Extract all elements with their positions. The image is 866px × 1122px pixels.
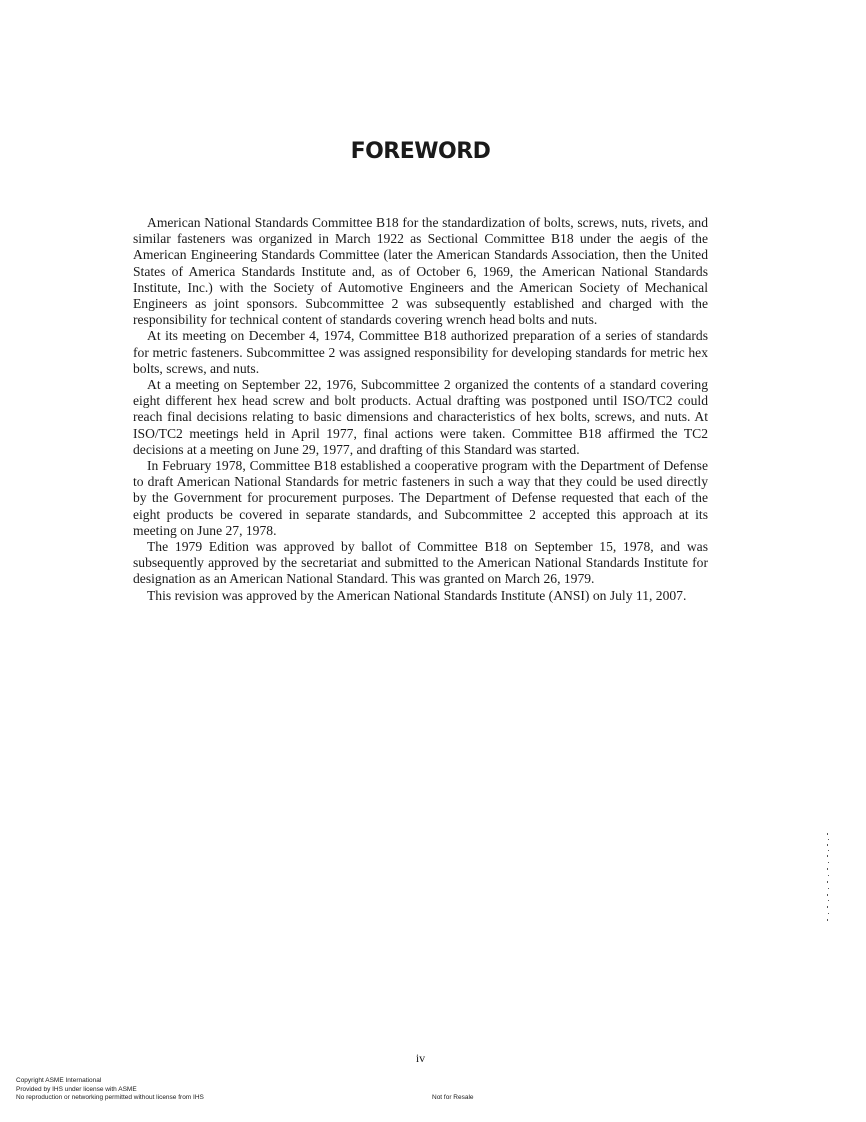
footer-resale-notice: Not for Resale [432,1094,474,1101]
footer-no-reproduction: No reproduction or networking permitted without license from IHS [16,1094,204,1102]
page-title: FOREWORD [350,139,491,164]
paragraph: American National Standards Committee B18 for the standardization of bolts, screws, nuts, rivets, and similar fasteners was organized in March 1922 as Sectional Committee B18 under the aegis of the American Engineering Standards Committee (later the American Standards Association, then the United States of America Standards Institute and, as of October 6, 1969, the American National Standards Institute, Inc.) with the Society of Automotive Engineers and the American Society of Mechanical Engineers as joint sponsors. Subcommittee 2 was subsequently established and charged with the responsibility for technical content of standards covering wrench head bolts and nuts. [133,215,708,328]
vertical-watermark-icon [826,833,830,923]
paragraph: The 1979 Edition was approved by ballot of Committee B18 on September 15, 1978, and was subsequently approved by the secretariat and submitted to the American National Standards Institute for designation as an American National Standard. This was granted on March 26, 1979. [133,539,708,587]
paragraph: At its meeting on December 4, 1974, Committee B18 authorized preparation of a series of standards for metric fasteners. Subcommittee 2 was assigned responsibility for developing standards for metric hex bolts, screws, and nuts. [133,328,708,376]
page-number: iv [415,1051,426,1065]
footer-license-notice [16,1077,204,1103]
footer-copyright: Copyright ASME International [16,1077,102,1084]
footer-provided-by: Provided by IHS under license with ASME [16,1085,137,1093]
foreword-body [133,215,708,604]
paragraph: In February 1978, Committee B18 established a cooperative program with the Department of Defense to draft American National Standards for metric fasteners in such a way that they could be used directly by the Government for procurement purposes. The Department of Defense requested that each of the eight products be covered in separate standards, and Subcommittee 2 accepted this approach at its meeting on June 27, 1978. [133,458,708,538]
paragraph: At a meeting on September 22, 1976, Subcommittee 2 organized the contents of a standard covering eight different hex head screw and bolt products. Actual drafting was postponed until ISO/TC2 could reach final decisions relating to basic dimensions and characteristics of hex bolts, screws, and nuts. At ISO/TC2 meetings held in April 1977, final actions were taken. Committee B18 affirmed the TC2 decisions at a meeting on June 29, 1977, and drafting of this Standard was started. [133,377,708,457]
paragraph: This revision was approved by the American National Standards Institute (ANSI) on July 11, 2007. [147,587,687,603]
